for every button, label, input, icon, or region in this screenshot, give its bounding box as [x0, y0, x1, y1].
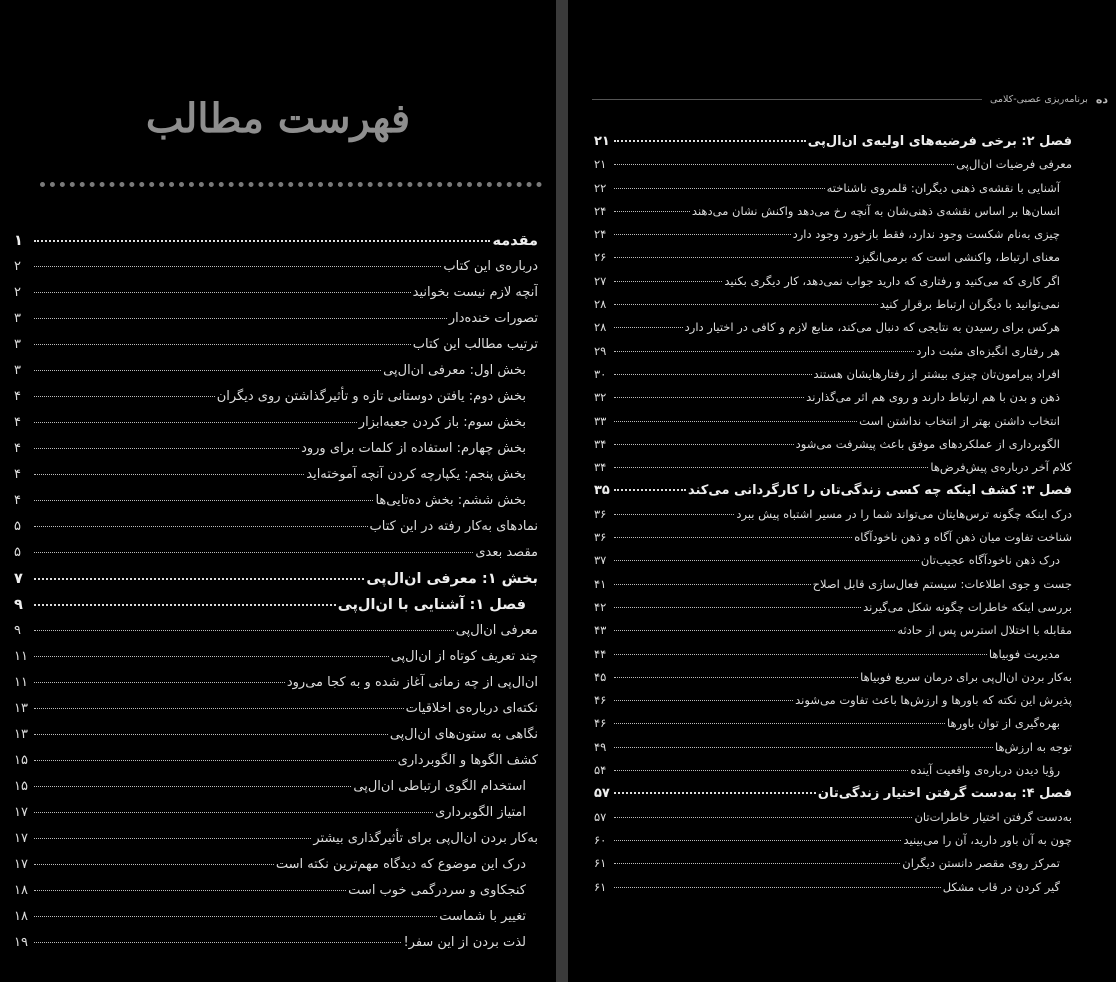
toc-entry-title: بخش ۱: معرفی ان‌ال‌پی [366, 571, 538, 587]
toc-entry-page: ۲۴ [594, 203, 607, 218]
dot-leader [614, 326, 683, 328]
toc-entry-page: ۲ [14, 285, 21, 300]
toc-entry[interactable] [594, 340, 1072, 363]
toc-entry-title: رؤیا دیدن درباره‌ی واقعیت آینده [910, 763, 1060, 778]
toc-entry-page: ۴۳ [594, 623, 607, 638]
dot-leader [34, 811, 433, 813]
toc-entry-title: نکته‌ای درباره‌ی اخلاقیات [405, 701, 538, 716]
toc-entry-title: هرکس برای رسیدن به نتایجی که دنبال می‌کند، منابع لازم و کافی در اختیار دارد [684, 320, 1060, 335]
toc-entry-title: به‌کار بردن ان‌ال‌پی برای درمان سریع فوبیاها [860, 669, 1072, 684]
toc-entry-title: بخش چهارم: استفاده از کلمات برای ورود [301, 441, 526, 456]
dot-leader [614, 466, 928, 468]
dot-leader [614, 862, 900, 864]
toc-entry-page: ۴ [14, 467, 21, 482]
toc-entry-page: ۲۱ [594, 157, 607, 172]
toc-entry-title: نمادهای به‌کار رفته در این کتاب [369, 519, 538, 534]
toc-entry-title: امتیاز الگوبرداری [435, 805, 526, 820]
dot-leader [34, 291, 411, 293]
toc-entry-title: بخش ششم: بخش ده‌تایی‌ها [375, 493, 526, 508]
toc-entry[interactable] [14, 852, 538, 878]
toc-entry-title: انتخاب داشتن بهتر از انتخاب نداشتن است [859, 413, 1060, 428]
toc-entry[interactable] [594, 410, 1072, 433]
toc-entry[interactable] [14, 696, 538, 722]
toc-entry-title: انسان‌ها بر اساس نقشه‌ی ذهنی‌شان به آنچه رخ می‌دهد واکنش نشان می‌دهند [691, 203, 1060, 218]
toc-entry-page: ۴۴ [594, 646, 607, 661]
dot-leader [614, 791, 816, 794]
toc-entry[interactable] [594, 736, 1072, 759]
toc-entry-title: هر رفتاری انگیزه‌ای مثبت دارد [916, 343, 1060, 358]
toc-entry[interactable] [14, 514, 538, 540]
toc-entry-title: ترتیب مطالب این کتاب [412, 337, 538, 352]
toc-entry-page: ۶۱ [594, 879, 607, 894]
dot-leader [614, 629, 895, 631]
toc-entry-title: درک ذهن ناخودآگاه عجیب‌تان [920, 553, 1060, 568]
dot-leader [614, 583, 811, 585]
toc-entry-page: ۳۰ [594, 366, 607, 381]
toc-entry-title: بخش سوم: باز کردن جعبه‌ابزار [358, 415, 526, 430]
toc-entry-page: ۷ [14, 571, 23, 587]
toc-entry-title: فصل ۴: به‌دست گرفتن اختیار زندگی‌تان [817, 786, 1072, 802]
toc-entry[interactable] [594, 246, 1072, 269]
toc-entry-title: معرفی فرضیات ان‌ال‌پی [956, 157, 1072, 172]
toc-entry-page: ۱۳ [14, 727, 28, 742]
dot-leader [614, 536, 852, 538]
toc-entry-page: ۱۷ [14, 831, 28, 846]
dot-leader [34, 473, 304, 475]
right-page [568, 0, 1116, 982]
dot-leader [34, 681, 285, 683]
dot-leader [614, 653, 987, 655]
toc-entry[interactable] [14, 878, 538, 904]
running-head-title: برنامه‌ریزی عصبی-کلامی [990, 93, 1088, 105]
toc-entry-title: بررسی اینکه خاطرات چگونه شکل می‌گیرند [863, 599, 1072, 614]
toc-entry-page: ۴۶ [594, 693, 607, 708]
toc-entry-title: شناخت تفاوت میان ذهن آگاه و ذهن ناخودآگاه [854, 530, 1072, 545]
toc-list-left [14, 228, 538, 956]
toc-entry-page: ۲۲ [594, 180, 607, 195]
page-gutter [556, 0, 568, 982]
toc-entry-page: ۱۵ [14, 779, 28, 794]
dot-leader [34, 915, 437, 917]
toc-entry-title: الگوبرداری از عملکردهای موفق باعث پیشرفت می‌شود [795, 436, 1060, 451]
toc-entry[interactable] [14, 800, 538, 826]
toc-entry-title: به‌دست گرفتن اختیار خاطرات‌تان [914, 809, 1072, 824]
toc-entry-page: ۶۰ [594, 832, 607, 847]
toc-entry-page: ۲۱ [594, 134, 610, 149]
dot-leader [34, 941, 401, 943]
toc-entry-title: کنجکاوی و سردرگمی خوب است [348, 883, 526, 898]
toc-entry-page: ۲۹ [594, 343, 607, 358]
toc-entry-title: فصل ۳: کشف اینکه چه کسی زندگی‌تان را کارگردانی می‌کند [687, 483, 1072, 499]
toc-entry[interactable] [14, 774, 538, 800]
dot-leader [34, 525, 368, 527]
toc-entry[interactable] [594, 433, 1072, 456]
toc-entry[interactable] [14, 280, 538, 306]
dot-leader [34, 733, 388, 735]
dot-leader [34, 343, 411, 345]
dot-leader [614, 256, 852, 258]
dot-leader [614, 280, 722, 282]
toc-entry-page: ۲۸ [594, 320, 607, 335]
toc-entry-page: ۲۴ [594, 227, 607, 242]
toc-heading-entry[interactable] [594, 130, 1072, 153]
toc-entry[interactable] [594, 596, 1072, 619]
toc-entry-page: ۳۴ [594, 460, 607, 475]
toc-entry-page: ۴۵ [594, 669, 607, 684]
toc-entry-title: ذهن و بدن با هم ارتباط دارند و روی هم اثر می‌گذارند [806, 390, 1060, 405]
toc-entry-page: ۱۹ [14, 935, 28, 950]
dot-leader [34, 239, 490, 242]
toc-entry[interactable] [14, 930, 538, 956]
dot-leader [614, 769, 908, 771]
toc-entry[interactable] [594, 200, 1072, 223]
toc-entry-page: ۱۸ [14, 883, 28, 898]
toc-entry-page: ۲۸ [594, 297, 607, 312]
toc-entry[interactable] [594, 363, 1072, 386]
toc-entry-title: معنای ارتباط، واکنشی است که برمی‌انگیزد [854, 250, 1060, 265]
toc-entry-title: معرفی ان‌ال‌پی [455, 623, 538, 638]
toc-entry[interactable] [14, 618, 538, 644]
dot-leader [614, 816, 912, 818]
toc-entry[interactable] [14, 332, 538, 358]
toc-entry[interactable] [594, 666, 1072, 689]
toc-entry-page: ۲۶ [594, 250, 607, 265]
toc-entry-title: چند تعریف کوتاه از ان‌ال‌پی [390, 649, 538, 664]
toc-entry-page: ۴۱ [594, 576, 607, 591]
dot-leader [34, 369, 381, 371]
dot-leader [34, 603, 336, 606]
dot-leader [614, 839, 901, 841]
toc-entry[interactable] [594, 806, 1072, 829]
toc-entry-title: آنچه لازم نیست بخوانید [412, 285, 538, 300]
dot-leader [614, 350, 914, 352]
toc-entry-page: ۱۱ [14, 649, 28, 664]
dot-leader [34, 317, 447, 319]
page-number: ده [1095, 92, 1108, 106]
toc-entry[interactable] [594, 503, 1072, 526]
toc-entry[interactable] [594, 712, 1072, 735]
left-page [0, 0, 556, 982]
toc-entry-page: ۳۶ [594, 530, 607, 545]
dot-leader [34, 629, 454, 631]
toc-entry-page: ۶۱ [594, 856, 607, 871]
toc-entry-title: چیزی به‌نام شکست وجود ندارد، فقط بازخورد وجود دارد [792, 227, 1060, 242]
toc-entry-title: مقدمه [492, 233, 538, 249]
toc-entry[interactable] [14, 826, 538, 852]
toc-entry[interactable] [14, 462, 538, 488]
toc-heading-entry[interactable] [14, 592, 538, 618]
toc-entry[interactable] [14, 384, 538, 410]
toc-entry-title: افراد پیرامون‌تان چیزی بیشتر از رفتارهایشان هستند [813, 366, 1060, 381]
dot-leader [34, 265, 441, 267]
dot-leader [614, 233, 791, 235]
toc-entry-title: بخش پنجم: یکپارچه کردن آنچه آموخته‌اید [306, 467, 526, 482]
toc-entry[interactable] [594, 759, 1072, 782]
dot-leader [34, 395, 215, 397]
toc-entry-page: ۵۴ [594, 763, 607, 778]
toc-entry-page: ۱۱ [14, 675, 28, 690]
toc-heading-entry[interactable] [14, 566, 538, 592]
toc-entry-page: ۵۷ [594, 809, 607, 824]
toc-entry-title: گیر کردن در قاب مشکل [942, 879, 1060, 894]
dot-leader [614, 676, 858, 678]
dot-leader [34, 577, 364, 580]
dot-leader [34, 655, 389, 657]
toc-entry[interactable] [594, 386, 1072, 409]
toc-entry[interactable] [594, 852, 1072, 875]
dot-leader [34, 837, 311, 839]
toc-entry-page: ۳۳ [594, 413, 607, 428]
toc-entry-page: ۴۲ [594, 599, 607, 614]
toc-entry[interactable] [594, 293, 1072, 316]
toc-entry-title: کلام آخر درباره‌ی پیش‌فرض‌ها [930, 460, 1072, 475]
toc-entry-page: ۱۳ [14, 701, 28, 716]
toc-entry[interactable] [594, 526, 1072, 549]
toc-entry-page: ۲۷ [594, 273, 607, 288]
toc-heading-entry[interactable] [594, 479, 1072, 502]
toc-entry-title: لذت بردن از این سفر! [403, 935, 526, 950]
dot-leader [34, 499, 373, 501]
toc-entry-page: ۵ [14, 545, 21, 560]
toc-entry-title: بخش اول: معرفی ان‌ال‌پی [383, 363, 526, 378]
dot-leader [34, 707, 404, 709]
toc-entry-page: ۱۵ [14, 753, 28, 768]
page-title: فهرست مطالب [145, 95, 411, 142]
dot-leader [614, 722, 945, 724]
toc-entry-title: کشف الگوها و الگوبرداری [397, 753, 538, 768]
toc-entry-title: آشنایی با نقشه‌ی ذهنی دیگران: قلمروی ناشناخته [826, 180, 1060, 195]
toc-entry[interactable] [594, 153, 1072, 176]
toc-heading-entry[interactable] [594, 782, 1072, 805]
toc-entry-title: مقصد بعدی [475, 545, 538, 560]
toc-entry-title: چون به آن باور دارید، آن را می‌بینید [903, 832, 1072, 847]
toc-entry-page: ۳۴ [594, 436, 607, 451]
dot-leader [34, 759, 396, 761]
dot-leader [614, 139, 806, 142]
toc-entry-title: مقابله با اختلال استرس پس از حادثه [897, 623, 1072, 638]
header-rule [592, 99, 982, 100]
toc-entry-title: به‌کار بردن ان‌ال‌پی برای تأثیرگذاری بیشتر [313, 831, 538, 846]
toc-entry-page: ۱۷ [14, 805, 28, 820]
dot-leader [614, 886, 941, 888]
toc-entry-title: اگر کاری که می‌کنید و رفتاری که دارید جواب نمی‌دهد، کار دیگری بکنید [724, 273, 1060, 288]
toc-entry-page: ۳۷ [594, 553, 607, 568]
dot-leader [34, 785, 351, 787]
toc-entry-page: ۳ [14, 311, 21, 326]
toc-entry-title: ان‌ال‌پی از چه زمانی آغاز شده و به کجا می‌رود [286, 675, 538, 690]
toc-entry[interactable] [14, 436, 538, 462]
toc-entry-title: درک این موضوع که دیدگاه مهم‌ترین نکته است [275, 857, 526, 872]
toc-entry-page: ۹ [14, 597, 23, 613]
toc-entry[interactable] [14, 748, 538, 774]
toc-entry-page: ۵۷ [594, 786, 610, 802]
toc-entry[interactable] [594, 270, 1072, 293]
toc-entry[interactable] [14, 488, 538, 514]
toc-entry-title: فصل ۲: برخی فرضیه‌های اولیه‌ی ان‌ال‌پی [807, 134, 1072, 149]
toc-entry-page: ۳۶ [594, 506, 607, 521]
toc-entry-title: فصل ۱: آشنایی با ان‌ال‌پی [337, 597, 526, 613]
toc-entry-page: ۵ [14, 519, 21, 534]
toc-entry-page: ۳۲ [594, 390, 607, 405]
toc-entry-title: تصورات خنده‌دار [448, 311, 538, 326]
toc-entry[interactable] [594, 829, 1072, 852]
dot-leader [614, 187, 825, 189]
toc-entry[interactable] [14, 644, 538, 670]
dot-leader [614, 396, 804, 398]
running-header [592, 92, 1108, 106]
dot-leader [614, 163, 954, 165]
toc-entry-title: تغییر با شماست [439, 909, 526, 924]
dot-leader [614, 210, 690, 212]
dot-leader [614, 488, 686, 491]
toc-entry-title: نمی‌توانید با دیگران ارتباط برقرار کنید [879, 297, 1060, 312]
toc-entry[interactable] [594, 619, 1072, 642]
toc-entry-title: مدیریت فوبیاها [988, 646, 1060, 661]
toc-entry-page: ۱ [14, 233, 23, 249]
toc-entry-title: بخش دوم: یافتن دوستانی تازه و تأثیرگذاشتن روی دیگران [216, 389, 526, 404]
toc-entry-title: استخدام الگوی ارتباطی ان‌ال‌پی [353, 779, 526, 794]
toc-entry-title: نگاهی به ستون‌های ان‌ال‌پی [389, 727, 538, 742]
toc-entry-title: جست و جوی اطلاعات: سیستم فعال‌سازی قابل اصلاح [812, 576, 1072, 591]
toc-entry[interactable] [14, 670, 538, 696]
dot-leader [34, 447, 299, 449]
dot-leader [34, 551, 473, 553]
toc-entry[interactable] [594, 573, 1072, 596]
dot-leader [614, 746, 993, 748]
toc-entry[interactable] [594, 316, 1072, 339]
toc-entry-page: ۲ [14, 259, 21, 274]
toc-entry-page: ۴ [14, 389, 21, 404]
toc-entry-page: ۹ [14, 623, 21, 638]
toc-entry-page: ۱۸ [14, 909, 28, 924]
dotted-divider [40, 172, 542, 187]
toc-entry[interactable] [14, 722, 538, 748]
toc-entry[interactable] [14, 306, 538, 332]
dot-leader [34, 889, 346, 891]
toc-entry[interactable] [594, 549, 1072, 572]
toc-entry[interactable] [594, 689, 1072, 712]
toc-entry[interactable] [594, 643, 1072, 666]
dot-leader [614, 559, 919, 561]
toc-entry[interactable] [594, 177, 1072, 200]
dot-leader [614, 699, 793, 701]
toc-entry-title: درک اینکه چگونه ترس‌هایتان می‌تواند شما را در مسیر اشتباه پیش ببرد [736, 506, 1072, 521]
dot-leader [614, 443, 794, 445]
toc-entry-title: تمرکز روی مقصر دانستن دیگران [902, 856, 1060, 871]
toc-entry-page: ۳ [14, 337, 21, 352]
toc-entry-page: ۴ [14, 493, 21, 508]
dot-leader [34, 421, 357, 423]
toc-entry[interactable] [594, 876, 1072, 899]
toc-heading-entry[interactable] [14, 228, 538, 254]
dot-leader [614, 606, 861, 608]
toc-entry[interactable] [14, 358, 538, 384]
toc-entry-page: ۳۵ [594, 483, 610, 499]
dot-leader [614, 420, 857, 422]
dot-leader [34, 863, 274, 865]
dot-leader [614, 513, 734, 515]
toc-entry-page: ۴۹ [594, 739, 607, 754]
dot-leader [614, 303, 878, 305]
toc-entry[interactable] [594, 456, 1072, 479]
toc-entry-title: پذیرش این نکته که باورها و ارزش‌ها باعث تفاوت می‌شوند [795, 693, 1072, 708]
toc-entry-page: ۳ [14, 363, 21, 378]
toc-list-right [594, 130, 1072, 899]
toc-entry-page: ۴۶ [594, 716, 607, 731]
toc-entry-title: درباره‌ی این کتاب [443, 259, 538, 274]
toc-entry[interactable] [14, 540, 538, 566]
toc-entry[interactable] [14, 904, 538, 930]
dot-leader [614, 373, 812, 375]
toc-entry-page: ۱۷ [14, 857, 28, 872]
toc-entry-page: ۴ [14, 415, 21, 430]
toc-entry[interactable] [14, 410, 538, 436]
toc-entry-title: بهره‌گیری از توان باورها [946, 716, 1060, 731]
toc-entry-title: توجه به ارزش‌ها [994, 739, 1072, 754]
toc-entry[interactable] [14, 254, 538, 280]
toc-entry[interactable] [594, 223, 1072, 246]
toc-entry-page: ۴ [14, 441, 21, 456]
